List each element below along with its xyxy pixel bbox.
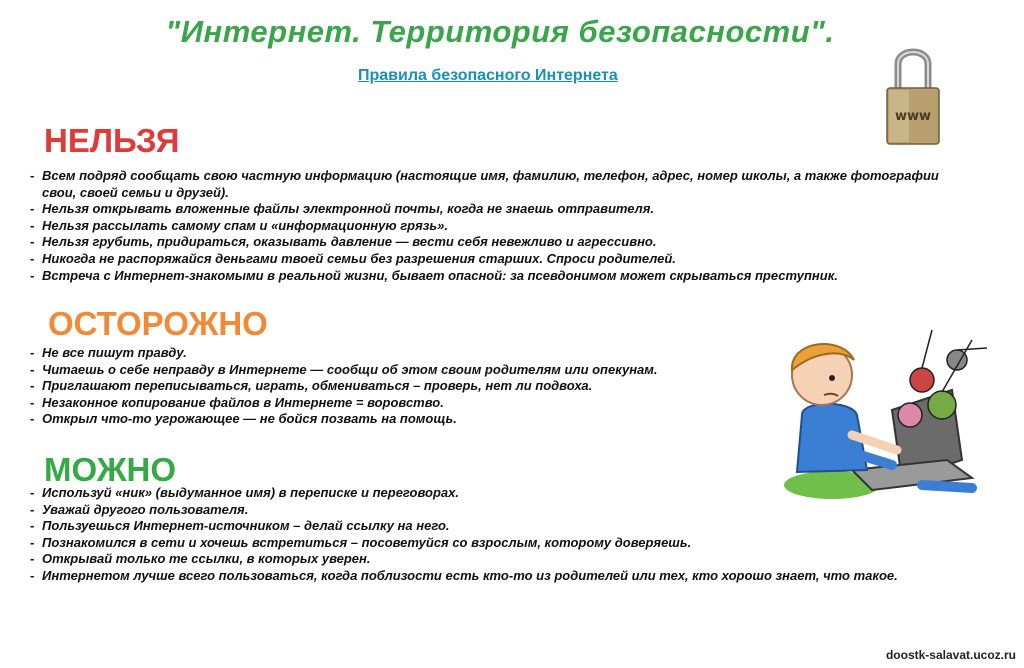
list-item: - Пользуешься Интернет-источником – делай ссылку на него.: [30, 518, 1010, 535]
nelzya-list: [30, 168, 960, 284]
subtitle-link[interactable]: Правила безопасного Интернета: [358, 67, 618, 84]
mozhno-list: [30, 485, 1010, 585]
list-item: - Уважай другого пользователя.: [30, 502, 1010, 519]
page-title: "Интернет. Территория безопасности".: [165, 14, 835, 49]
list-item: - Читаешь о себе неправду в Интернете — сообщи об этом своим родителям или опекунам.: [30, 362, 770, 379]
ostorozhno-list: [30, 345, 770, 428]
heading-ostorozhno: ОСТОРОЖНО: [48, 305, 268, 342]
list-item: - Открывай только те ссылки, в которых уверен.: [30, 551, 1010, 568]
list-item: - Нельзя открывать вложенные файлы электронной почты, когда не знаешь отправителя.: [30, 201, 960, 218]
list-item: - Интернетом лучше всего пользоваться, когда поблизости есть кто-то из родителей или тех, кто хорошо знает, что такое.: [30, 568, 1010, 585]
list-item: - Нельзя рассылать самому спам и «информационную грязь».: [30, 218, 960, 235]
list-item: - Используй «ник» (выдуманное имя) в переписке и переговорах.: [30, 485, 1010, 502]
watermark: doostk-salavat.ucoz.ru: [885, 648, 1016, 662]
list-item: - Приглашают переписываться, играть, обмениваться – проверь, нет ли подвоха.: [30, 378, 770, 395]
list-item: - Не все пишут правду.: [30, 345, 770, 362]
padlock-www-icon: [884, 38, 942, 148]
list-item: - Нельзя грубить, придираться, оказывать давление — вести себя невежливо и агрессивно.: [30, 234, 960, 251]
svg-text:www: www: [894, 109, 932, 124]
list-item: - Открыл что-то угрожающее — не бойся позвать на помощь.: [30, 411, 770, 428]
list-item: - Всем подряд сообщать свою частную информацию (настоящие имя, фамилию, телефон, адрес, номер школы, а также фотографии свои, своей семьи и друзей).: [30, 168, 960, 201]
list-item: - Никогда не распоряжайся деньгами твоей семьи без разрешения старших. Спроси родителей.: [30, 251, 960, 268]
list-item: - Незаконное копирование файлов в Интернете = воровство.: [30, 395, 770, 412]
heading-nelzya: НЕЛЬЗЯ: [44, 122, 180, 159]
list-item: - Встреча с Интернет-знакомыми в реальной жизни, бывает опасной: за псевдонимом может скрываться преступник.: [30, 268, 960, 285]
list-item: - Познакомился в сети и хочешь встретиться – посоветуйся со взрослым, которому доверяешь.: [30, 535, 1010, 552]
heading-mozhno: МОЖНО: [44, 451, 177, 488]
boy-laptop-illustration: [772, 320, 994, 505]
